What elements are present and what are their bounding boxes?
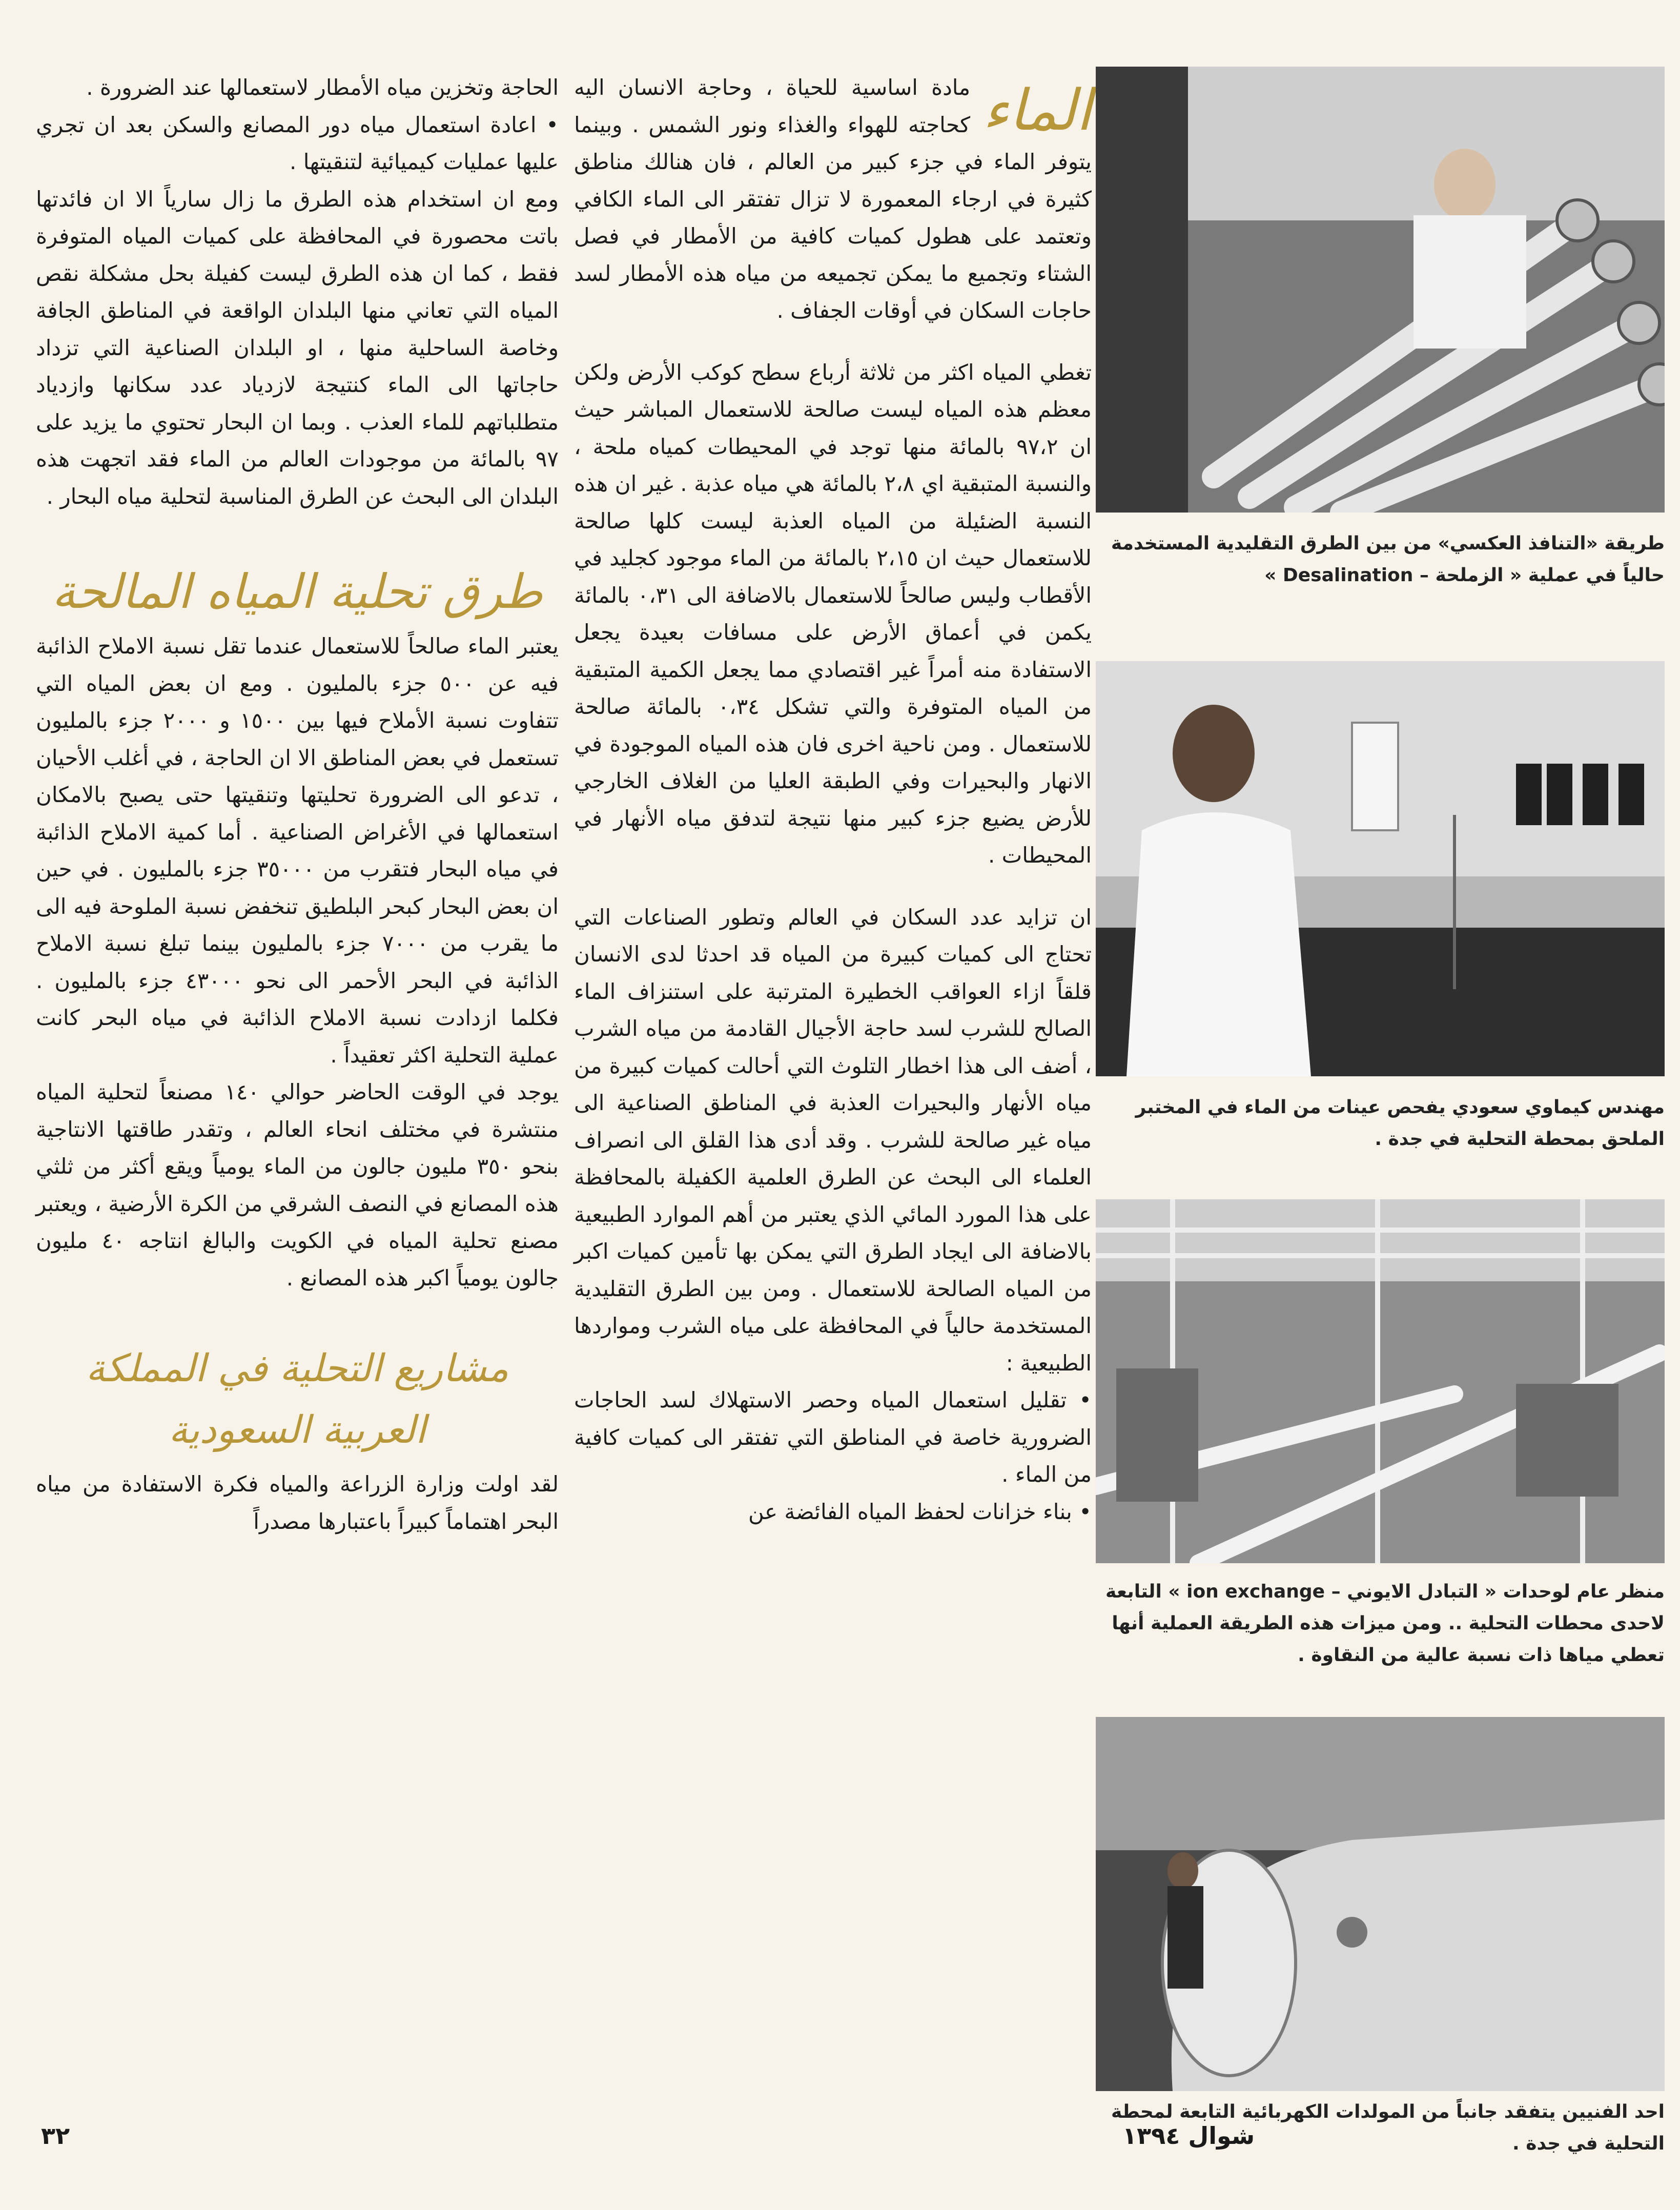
caption-generators: احد الفنيين يتفقد جانباً من المولدات الكهربائية التابعة لمحطة التحلية في جدة . (1111, 2101, 1665, 2154)
photo-generators (1096, 1717, 1665, 2091)
photo-reverse-osmosis (1096, 67, 1665, 513)
photo-column (1096, 0, 1680, 2210)
caption-reverse-osmosis: طريقة «التنافذ العكسي» من بين الطرق التقليدية المستخدمة حالياً في عملية « الزملحة – Desalination » (1111, 533, 1665, 586)
issue-date: شوال ١٣٩٤ (1122, 2122, 1255, 2150)
projects-paragraph-1: لقد اولت وزارة الزراعة والمياه فكرة الاستفادة من مياه البحر اهتماماً كبيراً باعتبارها مصدراً (36, 1471, 559, 1534)
middle-paragraph-1: مادة اساسية للحياة ، وحاجة الانسان اليه كحاجته للهواء والغذاء ونور الشمس . وبينما يتوفر الماء في جزء كبير من العالم ، فان هنالك مناطق كثيرة في ارجاء المعمورة لا تزال تفتقر الى الماء الكافي وتعتمد على هطول كميات كافية من الأمطار في فصل الشتاء وتجميع ما يمكن تجميعه من مياه هذه الأمطار لسد حاجات السكان في أوقات الجفاف . (574, 75, 1092, 323)
heading-water: الماء (982, 77, 1092, 143)
left-paragraph-2: • اعادة استعمال مياه دور المصانع والسكن بعد ان تجري عليها عمليات كيميائية لتنقيتها . (36, 112, 559, 174)
methods-paragraph-2: يوجد في الوقت الحاضر حوالي ١٤٠ مصنعاً لتحلية المياه منتشرة في مختلف انحاء العالم ، وتقدر طاقتها الانتاجية بنحو ٣٥٠ مليون جالون من الماء يومياً ويقع أكثر من ثلثي هذه المصانع في النصف الشرقي من الكرة الأرضية ، ويعتبر مصنع تحلية المياه في الكويت والبالغ انتاجه ٤٠ مليون جالون يومياً اكبر هذه المصانع . (36, 1079, 559, 1291)
caption-ion-exchange: منظر عام لوحدات « التبادل الايوني – ion exchange » التابعة لاحدى محطات التحلية .. ومن ميزات هذه الطريقة العملية أنها تعطي مياها ذات نسبة عالية من النقاوة . (1105, 1581, 1665, 1666)
page-number: ٣٢ (41, 2122, 70, 2150)
left-paragraph-1: الحاجة وتخزين مياه الأمطار لاستعمالها عند الضرورة . (86, 75, 559, 100)
left-paragraph-3: ومع ان استخدام هذه الطرق ما زال سارياً الا ان فائدتها باتت محصورة في المحافظة على كميات المياه المتوفرة فقط ، كما ان هذه الطرق ليست كفيلة بحل مشكلة نقص المياه التي تعاني منها البلدان الواقعة في المناطق الجافة وخاصة الساحلية منها ، او البلدان الصناعية التي تزداد حاجاتها الى الماء كنتيجة لازدياد عدد سكانها وازدياد متطلباتهم للماء العذب . وبما ان البحار تحتوي ما يزيد على ٩٧ بالمائة من موجودات العالم من الماء فقد اتجهت هذه البلدان الى البحث عن الطرق المناسبة لتحلية مياه البحار . (36, 186, 559, 509)
middle-bullet-2: • بناء خزانات لحفظ المياه الفائضة عن (748, 1499, 1092, 1524)
methods-paragraph-1: يعتبر الماء صالحاً للاستعمال عندما تقل نسبة الاملاح الذائبة فيه عن ٥٠٠ جزء بالمليون . ومع ان بعض المياه التي تتفاوت نسبة الأملاح فيها بين ١٥٠٠ و ٢٠٠٠ جزء بالمليون تستعمل في بعض المناطق الا ان الحاجة ، في أغلب الأحيان ، تدعو الى الضرورة تحليتها وتنقيتها حتى يصبح بالامكان استعمالها في الأغراض الصناعية . أما كمية الاملاح الذائبة في مياه البحار فتقرب من ٣٥٠٠٠ جزء بالمليون . في حين ان بعض البحار كبحر البلطيق تنخفض نسبة الملوحة فيه الى ما يقرب من ٧٠٠٠ جزء بالمليون بينما تبلغ نسبة الاملاح الذائبة في البحر الأحمر الى نحو ٤٣٠٠٠ جزء بالمليون . فكلما ازدادت نسبة الاملاح الذائبة في مياه البحر كانت عملية التحلية اكثر تعقيداً . (36, 633, 559, 1068)
heading-saudi-projects: مشاريع التحلية في المملكة العربية السعودية (86, 1346, 509, 1452)
heading-desalination-methods: طرق تحلية المياه المالحة (52, 564, 543, 619)
caption-chemist-lab: مهندس كيماوي سعودي يفحص عينات من الماء في المختبر الملحق بمحطة التحلية في جدة . (1135, 1097, 1665, 1150)
ion-exchange-illustration (1096, 1199, 1665, 1563)
photo-ion-exchange (1096, 1199, 1665, 1563)
middle-bullet-1: • تقليل استعمال المياه وحصر الاستهلاك لسد الحاجات الضرورية خاصة في المناطق التي تفتقر الى كميات كافية من الماء . (574, 1387, 1092, 1487)
lab-illustration (1096, 661, 1665, 1076)
generators-illustration (1096, 1717, 1665, 2091)
middle-column (574, 69, 1092, 2109)
middle-paragraph-3: ان تزايد عدد السكان في العالم وتطور الصناعات التي تحتاج الى كميات كبيرة من المياه قد احدثا لدى الانسان قلقاً ازاء العواقب الخطيرة المترتبة على استنزاف الماء الصالح للشرب لسد حاجة الأجيال القادمة من مياه الشرب ، أضف الى هذا اخطار التلوث التي أحالت كميات كبيرة من مياه الأنهار والبحيرات العذبة في المناطق الصناعية الى مياه غير صالحة للشرب . وقد أدى هذا القلق الى انصراف العلماء الى البحث عن الطرق العلمية الكفيلة بالمحافظة على هذا المورد المائي الذي يعتبر من أهم الموارد الطبيعية بالاضافة الى ايجاد الطرق التي يمكن بها تأمين كميات اكبر من المياه الصالحة للاستعمال . ومن بين الطرق التقليدية المستخدمة حالياً في المحافظة على مياه الشرب ومواردها الطبيعية : (574, 904, 1092, 1376)
photo-chemist-lab (1096, 661, 1665, 1076)
reverse-osmosis-illustration (1096, 67, 1665, 513)
middle-paragraph-2: تغطي المياه اكثر من ثلاثة أرباع سطح كوكب الأرض ولكن معظم هذه المياه ليست صالحة للاستعمال المباشر حيث ان ٩٧،٢ بالمائة منها توجد في المحيطات كمياه ملحة ، والنسبة المتبقية اي ٢،٨ بالمائة هي مياه عذبة . غير ان هذه النسبة الضئيلة من المياه العذبة ليست كلها صالحة للاستعمال حيث ان ٢،١٥ بالمائة من الماء موجود كجليد في الأقطاب وليس صالحاً للاستعمال بالاضافة الى ٠،٣١ بالمائة يكمن في أعماق الأرض على مسافات بعيدة يجعل الاستفادة منه أمراً غير اقتصادي مما يجعل الكمية المتبقية من المياه المتوفرة والتي تشكل ٠،٣٤ بالمائة صالحة للاستعمال . ومن ناحية اخرى فان هذه المياه الموجودة في الانهار والبحيرات وفي الطبقة العليا من الغلاف الخارجي للأرض يضيع جزء كبير منها نتيجة لتدفق مياه الأنهار في المحيطات . (574, 359, 1092, 868)
left-column (36, 69, 559, 2109)
